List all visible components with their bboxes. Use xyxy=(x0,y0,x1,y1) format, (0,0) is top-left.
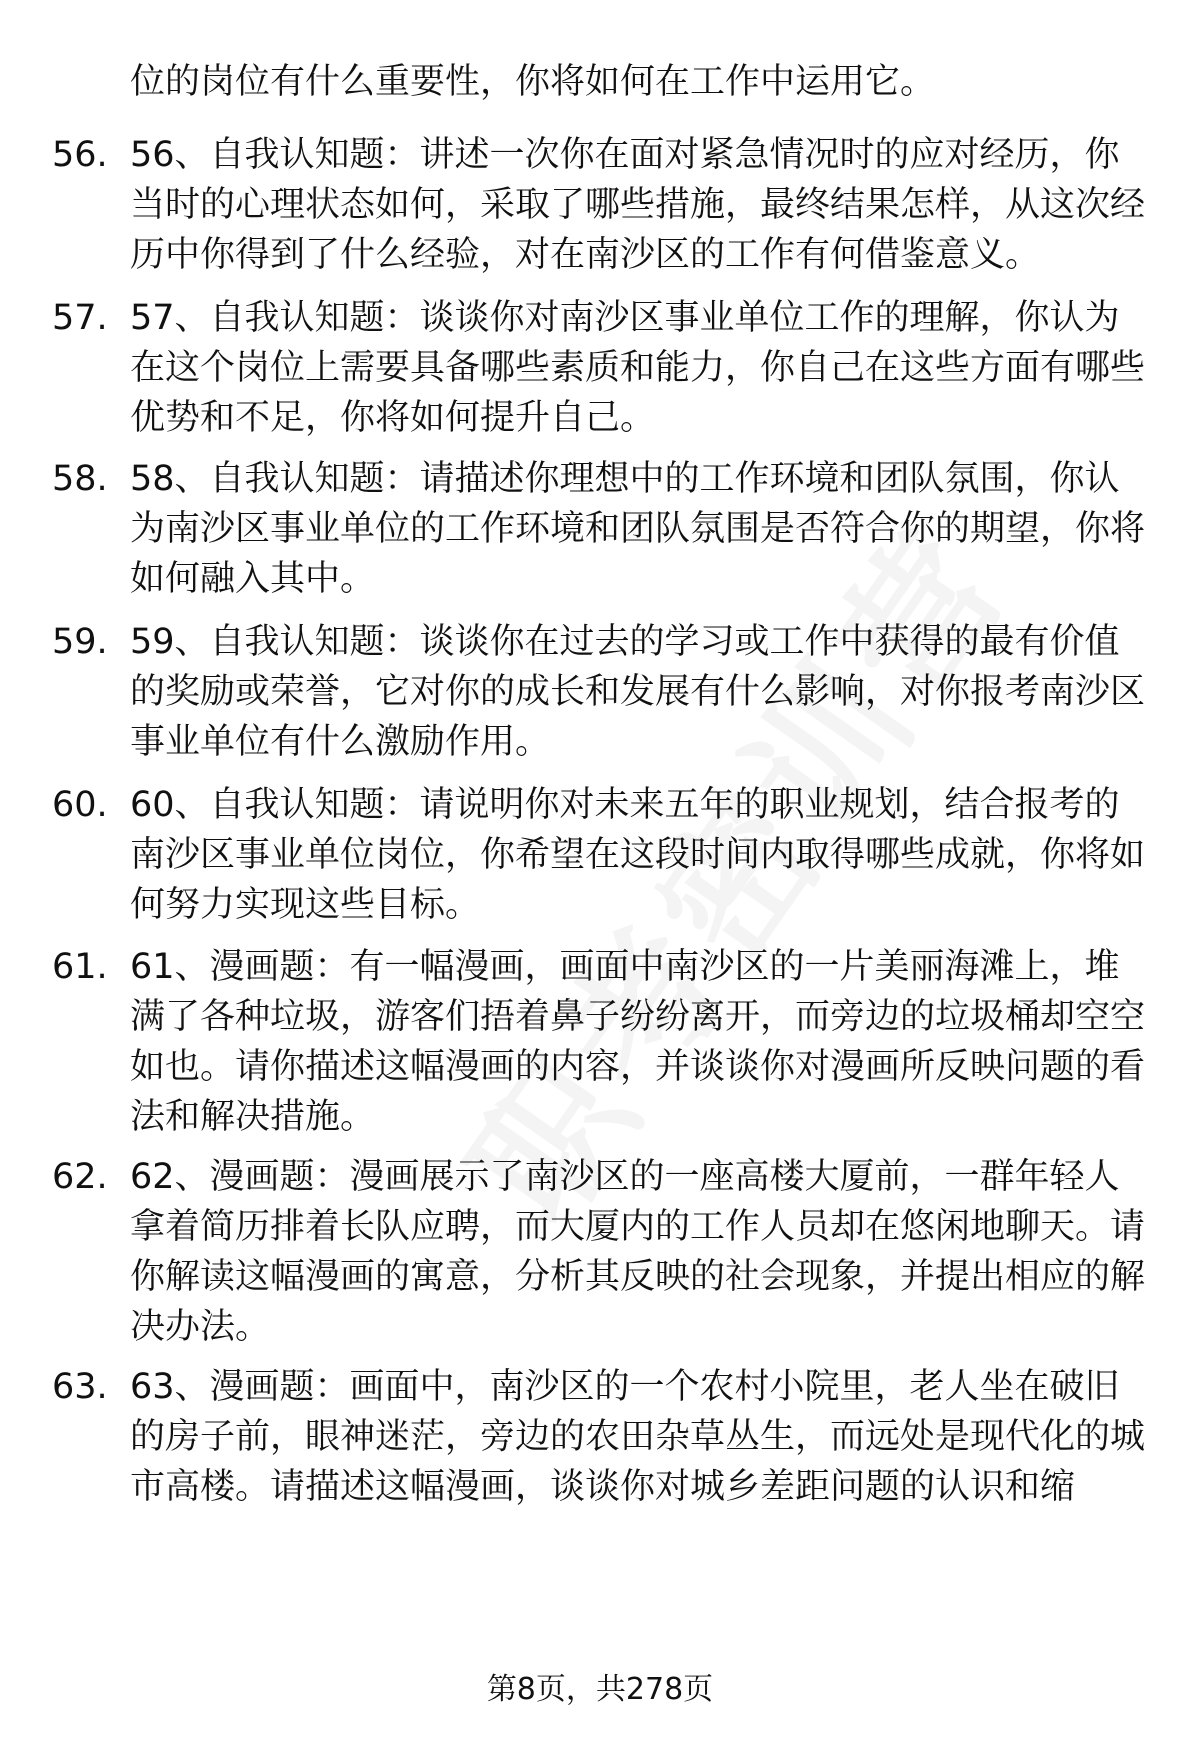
page-footer: 第8页，共278页 xyxy=(486,1672,714,1707)
list-item-text: 62、漫画题：漫画展示了南沙区的一座高楼大厦前，一群年轻人拿着简历排着长队应聘，而大厦内的工作人员却在悠闲地聊天。请你解读这幅漫画的寓意，分析其反映的社会现象，并提出相应的解决办法。 xyxy=(130,1157,1146,1347)
list-item-number: 58. xyxy=(52,459,108,499)
list-item-text: 57、自我认知题：谈谈你对南沙区事业单位工作的理解，你认为在这个岗位上需要具备哪些素质和能力，你自己在这些方面有哪些优势和不足，你将如何提升自己。 xyxy=(130,298,1146,438)
continuation-paragraph: 位的岗位有什么重要性，你将如何在工作中运用它。 xyxy=(130,62,936,102)
list-item-number: 61. xyxy=(52,947,108,987)
list-item-text: 58、自我认知题：请描述你理想中的工作环境和团队氛围，你认为南沙区事业单位的工作环境和团队氛围是否符合你的期望，你将如何融入其中。 xyxy=(130,459,1146,599)
list-item-text: 60、自我认知题：请说明你对未来五年的职业规划，结合报考的南沙区事业单位岗位，你希望在这段时间内取得哪些成就，你将如何努力实现这些目标。 xyxy=(130,785,1146,925)
list-item-text: 59、自我认知题：谈谈你在过去的学习或工作中获得的最有价值的奖励或荣誉，它对你的成长和发展有什么影响，对你报考南沙区事业单位有什么激励作用。 xyxy=(130,622,1146,762)
list-item-number: 57. xyxy=(52,298,108,338)
list-item-text: 61、漫画题：有一幅漫画，画面中南沙区的一片美丽海滩上，堆满了各种垃圾，游客们捂着鼻子纷纷离开，而旁边的垃圾桶却空空如也。请你描述这幅漫画的内容，并谈谈你对漫画所反映问题的看法和解决措施。 xyxy=(130,947,1146,1137)
list-item-number: 60. xyxy=(52,785,108,825)
list-item-text: 56、自我认知题：讲述一次你在面对紧急情况时的应对经历，你当时的心理状态如何，采取了哪些措施，最终结果怎样，从这次经历中你得到了什么经验，对在南沙区的工作有何借鉴意义。 xyxy=(130,135,1146,275)
list-item-text: 63、漫画题：画面中，南沙区的一个农村小院里，老人坐在破旧的房子前，眼神迷茫，旁边的农田杂草丛生，而远处是现代化的城市高楼。请描述这幅漫画，谈谈你对城乡差距问题的认识和缩 xyxy=(130,1367,1146,1507)
list-item-number: 59. xyxy=(52,622,108,662)
list-item-number: 56. xyxy=(52,135,108,175)
list-item-number: 63. xyxy=(52,1367,108,1407)
list-item-number: 62. xyxy=(52,1157,108,1197)
